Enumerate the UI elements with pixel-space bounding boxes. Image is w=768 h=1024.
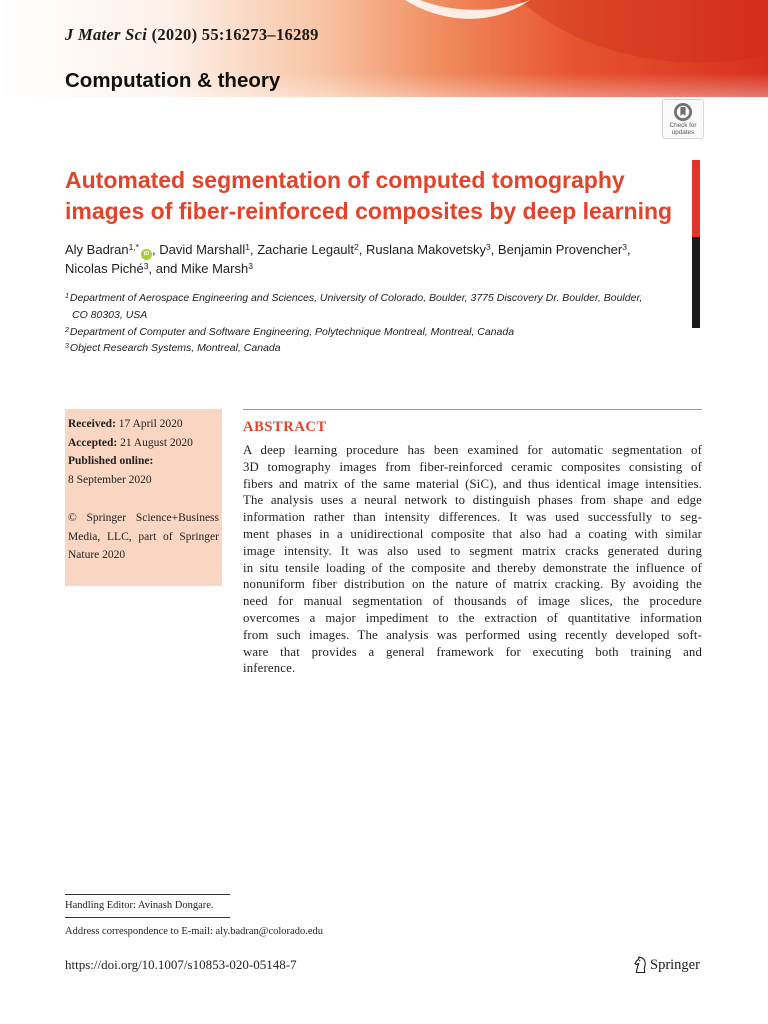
abstract-line: The analysis uses a neural network to distinguish phases from shape and edge	[243, 493, 702, 508]
check-for-updates-label-1: Check for	[669, 122, 697, 129]
affiliation-text: Department of Computer and Software Engineering, Polytechnique Montreal, Montreal, Canada	[69, 325, 515, 338]
author-separator: ,	[626, 242, 631, 257]
accepted-label: Accepted:	[68, 436, 118, 449]
published-value: 8 September 2020	[68, 473, 152, 486]
abstract-line: ware that provides a general framework for executing both training and	[243, 644, 702, 659]
author-separator: ,	[358, 242, 366, 257]
author-separator: ,	[152, 242, 160, 257]
abstract-line: nonuniform fiber distribution on the nature of matrix cracking. By avoiding the	[243, 577, 702, 592]
received-date	[68, 415, 219, 434]
side-bar-black	[692, 237, 700, 328]
accepted-date	[68, 434, 219, 453]
affiliation-1	[65, 290, 642, 307]
author-name: Ruslana Makovetsky	[366, 242, 486, 257]
affiliation-3	[65, 340, 642, 357]
copyright-line-3: Nature 2020	[68, 549, 126, 561]
abstract-line: ment phases in a unidirectional composite that also had a coating with similar	[243, 526, 702, 541]
abstract-line: fibers and matrix of the same material (SiC), and thus identical image intensities.	[243, 476, 702, 491]
author-separator: , and	[148, 261, 182, 276]
abstract-line: image intensity. It was also used to segment matrix cracks generated during	[243, 543, 702, 558]
article-dates	[68, 415, 219, 489]
check-for-updates-badge[interactable]	[662, 99, 704, 139]
author-affiliation-mark: 3	[622, 242, 627, 252]
affiliation-number: 2	[65, 326, 69, 334]
author-name: Aly Badran	[65, 242, 129, 257]
journal-citation	[65, 25, 319, 45]
author-affiliation-mark: 3	[143, 261, 149, 271]
published-label	[68, 452, 219, 471]
section-label: Computation & theory	[65, 69, 281, 92]
abstract-line: inference.	[243, 661, 296, 676]
abstract-line: 3D tomography images from fiber-reinforced ceramic composites consisting of	[243, 459, 702, 474]
copyright-line-2: Media, LLC, part of Springer	[68, 530, 219, 543]
author-separator: ,	[490, 242, 498, 257]
journal-abbrev: J Mater Sci	[65, 25, 148, 44]
author-line-2	[65, 260, 631, 277]
affiliation-1-continued: CO 80303, USA	[72, 308, 148, 321]
author-affiliation-mark: 1,*	[128, 242, 139, 252]
author-name: Mike Marsh	[181, 261, 249, 276]
author-name: David Marshall	[159, 242, 246, 257]
check-for-updates-label-2: updates	[671, 129, 695, 136]
abstract-line: in situ tensile loading of the composite and thereby demonstrate the influence of	[243, 560, 702, 575]
handling-editor-note: Handling Editor: Avinash Dongare.	[65, 900, 214, 911]
abstract-line: information rather than intensity differences. It was used successfully to seg-	[243, 510, 702, 525]
footnote-divider-top	[65, 894, 230, 895]
published-label-text: Published online:	[68, 455, 154, 467]
author-name: Nicolas Piché	[65, 261, 144, 276]
publisher-name: Springer	[650, 957, 700, 973]
received-label: Received:	[68, 418, 116, 430]
affiliation-list	[65, 290, 642, 357]
abstract-divider	[243, 409, 702, 410]
title-line-1: Automated segmentation of computed tomography	[65, 167, 625, 193]
orcid-icon[interactable]: iD	[141, 249, 152, 260]
abstract-line: A deep learning procedure has been examined for automatic segmentation of	[243, 443, 702, 457]
author-line-1	[65, 241, 631, 260]
affiliation-text: Object Research Systems, Montreal, Canada	[69, 342, 281, 355]
author-affiliation-mark: 3	[485, 242, 491, 252]
copyright-line-1: © Springer Science+Business	[68, 512, 219, 524]
side-bar-red	[692, 160, 700, 237]
abstract-line: overcomes a major impediment to the extraction of quantitative information	[243, 610, 702, 625]
author-list	[65, 241, 631, 277]
doi-link[interactable]: https://doi.org/10.1007/s10853-020-05148-7	[65, 957, 297, 972]
author-affiliation-mark: 2	[354, 242, 359, 252]
abstract-line: need for manual segmentation of thousands of image slices, the procedure	[243, 594, 702, 609]
affiliation-2	[65, 324, 642, 341]
received-value: 17 April 2020	[118, 418, 183, 430]
affiliation-number: 1	[65, 293, 69, 300]
abstract-line: from such images. The analysis was performed using recently developed soft-	[243, 627, 702, 642]
article-title	[65, 165, 672, 227]
author-name: Zacharie Legault	[257, 242, 355, 257]
knight-logo-icon	[633, 955, 648, 974]
abstract-body	[243, 442, 702, 677]
affiliation-text: Department of Aerospace Engineering and Sciences, University of Colorado, Boulder, 3775 Discovery Dr. Boulder, Boulder,	[69, 292, 643, 304]
footnote-divider-bottom	[65, 917, 230, 918]
author-affiliation-mark: 1	[245, 242, 250, 252]
author-affiliation-mark: 3	[248, 261, 253, 271]
abstract-heading: ABSTRACT	[243, 419, 327, 435]
bookmark-icon	[673, 102, 693, 122]
accepted-value: 21 August 2020	[120, 436, 193, 449]
author-separator: ,	[249, 242, 258, 257]
author-name: Benjamin Provencher	[497, 242, 623, 257]
title-line-2: images of fiber-reinforced composites by deep learning	[65, 198, 673, 224]
volume-pages: (2020) 55:16273–16289	[151, 25, 319, 44]
correspondence-note: Address correspondence to E-mail: aly.badran@colorado.edu	[65, 926, 323, 937]
affiliation-number: 3	[65, 343, 69, 351]
copyright-notice	[68, 509, 219, 565]
